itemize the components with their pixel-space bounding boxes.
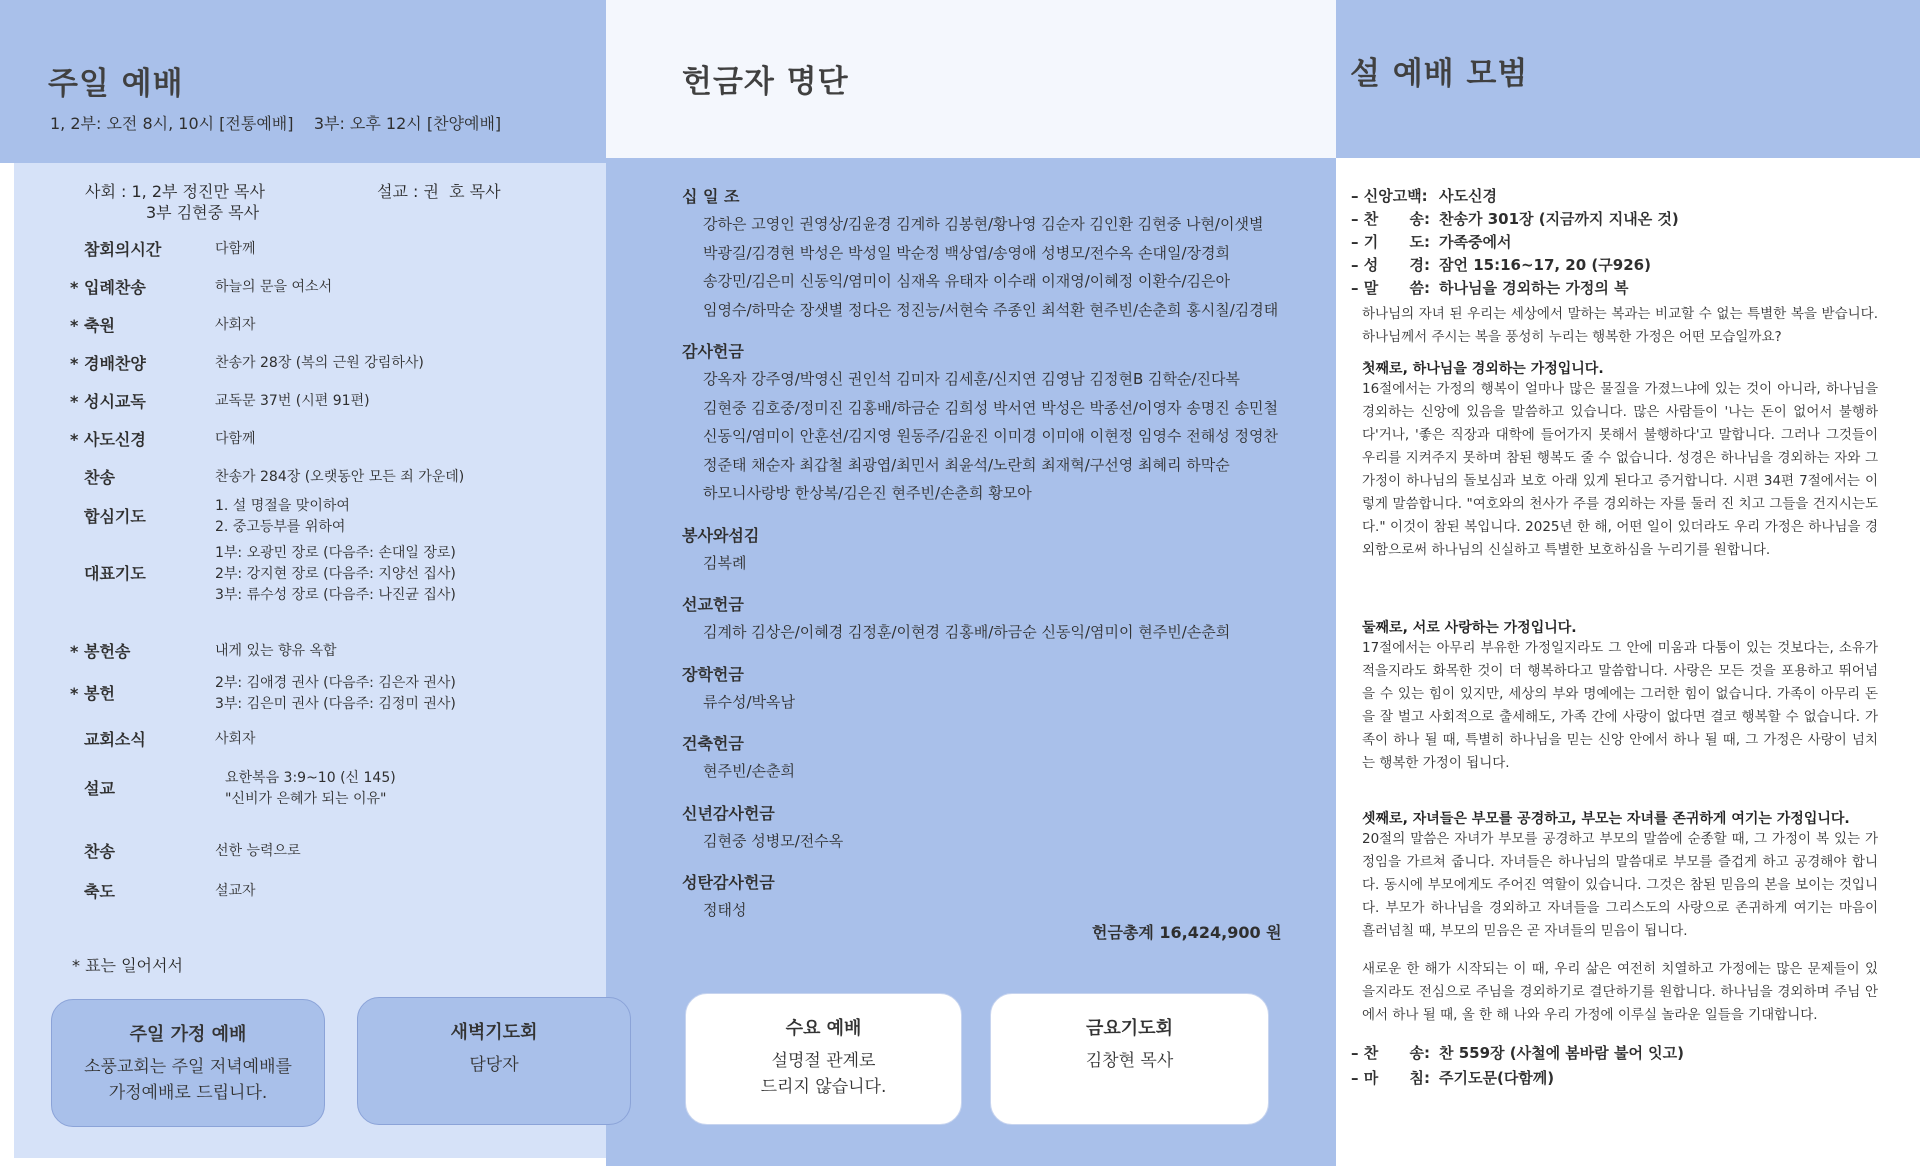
donor-category: 감사헌금 [682, 342, 744, 361]
order-item-value-line: 사회자 [215, 317, 256, 333]
point-3-text: 20절의 말씀은 자녀가 부모를 공경하고 부모의 말씀에 순종할 때, 그 가정이 복 있는 가정임을 가르쳐 줍니다. 자녀들은 하나님의 말씀대로 부모를 즐겁게 하고 공경해야 합니다. 동시에 부모에게도 주어진 역할이 있습니다. 그것은 참된 믿음의 본을 보이는 것입니다. 부모가 하나님을 경외하고 자녀들을 그리스도의 사랑으로 존귀하게 여기는 마음이 흘러넘칠 때, 부모의 믿음은 곧 자녀들의 믿음이 됩니다. [1362, 831, 1878, 939]
order-item-label [70, 504, 146, 527]
guide-item-key: – 신앙고백: [1351, 187, 1428, 205]
wednesday-service-box [685, 993, 962, 1125]
guide-item-value: 하나님을 경외하는 가정의 복 [1439, 279, 1629, 297]
order-item-value [215, 641, 337, 662]
donor-category: 건축헌금 [682, 734, 744, 753]
order-item-label [70, 313, 115, 336]
order-item-label-text: 사도신경 [84, 430, 146, 449]
new-year-service-title: 설 예배 모범 [1350, 56, 1529, 92]
order-item-value-line: 3부: 류수성 장로 (다음주: 나진균 집사) [215, 587, 456, 603]
order-item-label [70, 427, 146, 450]
order-item-value [215, 881, 256, 902]
order-item-value-line: 다함께 [215, 431, 256, 447]
order-item-label-text: 봉헌 [84, 684, 115, 703]
order-item-value-line: 1. 설 명절을 맞이하여 [215, 498, 350, 514]
order-item-label-text: 찬송 [84, 468, 115, 487]
donor-category: 성탄감사헌금 [682, 873, 775, 892]
standing-mark: * [70, 684, 79, 703]
donor-names: 김복례 [703, 553, 747, 572]
presider-line-1: 사회 : 1, 2부 정진만 목사 [85, 182, 265, 201]
wednesday-service-title: 수요 예배 [785, 1018, 862, 1039]
donor-names: 하모니사랑방 한상복/김은진 현주빈/손춘희 황모아 [703, 484, 1032, 502]
order-item-label-text: 입례찬송 [84, 278, 146, 297]
order-item-label [70, 465, 115, 488]
order-item-label [70, 561, 146, 584]
order-item-label [70, 839, 115, 862]
order-item-label-text: 참회의시간 [84, 240, 162, 259]
order-item-label-text: 축원 [84, 316, 115, 335]
order-item-label [70, 776, 115, 799]
standing-mark: * [70, 642, 79, 661]
order-item-label [70, 237, 161, 260]
order-item-value-line: 1부: 오광민 장로 (다음주: 손대일 장로) [215, 545, 456, 561]
order-item-value [215, 239, 256, 260]
order-item-value-line: 3부: 김은미 권사 (다음주: 김정미 권사) [215, 696, 456, 712]
point-1-heading: 첫째로, 하나님을 경외하는 가정입니다. [1362, 361, 1604, 377]
guide-item-key: – 말 씀: [1351, 279, 1431, 297]
guide-item-key: – 기 도: [1351, 233, 1431, 251]
guide-item [1351, 185, 1497, 206]
order-item-label [70, 275, 146, 298]
order-item-label [70, 639, 130, 662]
order-item-value [215, 496, 350, 538]
devotion-intro: 하나님의 자녀 된 우리는 세상에서 말하는 복과는 비교할 수 없는 특별한 복을 받습니다. 하나님께서 주시는 복을 풍성히 누리는 행복한 가정은 어떤 모습일까요? [1362, 306, 1878, 345]
order-item-label-text: 설교 [84, 779, 115, 798]
point-3-heading: 셋째로, 자녀들은 부모를 공경하고, 부모는 자녀를 존귀하게 여기는 가정입니다. [1362, 811, 1850, 827]
standing-mark: * [70, 316, 79, 335]
guide-item [1351, 277, 1629, 298]
order-item-value-line: "신비가 은혜가 되는 이유" [225, 791, 387, 807]
order-item-value [215, 673, 456, 715]
sunday-service-title: 주일 예배 [48, 66, 184, 102]
home-worship-title: 주일 가정 예배 [129, 1024, 247, 1045]
order-item-label-text: 봉헌송 [84, 642, 131, 661]
guide-item [1351, 208, 1679, 229]
donor-names: 정준태 채순자 최갑철 최광엽/최민서 최윤석/노란희 최재혁/구선영 최혜리 하막순 [703, 455, 1230, 474]
point-2-heading: 둘째로, 서로 사랑하는 가정입니다. [1362, 620, 1577, 636]
order-item-value [215, 315, 256, 336]
order-item-value-line: 선한 능력으로 [215, 843, 301, 859]
order-item-label-text: 대표기도 [84, 564, 146, 583]
guide-item [1351, 254, 1651, 275]
order-item-label [70, 351, 146, 374]
donor-names: 김계하 김상은/이혜경 김정훈/이현경 김홍배/하금순 신동익/염미이 현주빈/손춘희 [703, 623, 1231, 641]
order-item-value-line: 다함께 [215, 241, 256, 257]
standing-mark: * [70, 354, 79, 373]
closing-item-value: 찬 559장 (사철에 봄바람 불어 잇고) [1439, 1044, 1685, 1062]
order-item-label [70, 681, 115, 704]
guide-item-value: 잠언 15:16~17, 20 (구926) [1439, 256, 1651, 274]
donor-names: 현주빈/손춘희 [703, 762, 795, 780]
order-item-value-line: 2부: 강지현 장로 (다음주: 지양선 집사) [215, 566, 456, 582]
closing-item [1351, 1067, 1554, 1088]
order-item-label [70, 389, 146, 412]
wednesday-service-line-2: 드리지 않습니다. [760, 1077, 887, 1097]
point-1-text: 16절에서는 가정의 행복이 얼마나 많은 물질을 가졌느냐에 있는 것이 아니라, 하나님을 경외하는 신앙에 있음을 말씀하고 있습니다. 많은 사람들이 '나는 돈이 없어서 불행하다'거나, '좋은 직장과 대학에 들어가지 못해서 불행하다'고 말합니다. 그러나 그것들이 우리를 지켜주지 못하며 참된 행복도 줄 수 없습니다. 성경은 하나님을 경외하는 자와 그 가정이 하나님의 돌보심과 보호 아래 있게 된다고 증거합니다. 시편 34편 7절에서는 이렇게 말씀합니다. "여호와의 천사가 주를 경외하는 자를 둘러 진 치고 그들을 건지시는도다." 이것이 참된 복입니다. 2025년 한 해, 어떤 일이 있더라도 우리 가정은 하나님을 경외함으로써 하나님의 신실하고 특별한 보호하심을 누리기를 원합니다. [1362, 381, 1878, 558]
standing-mark: * [70, 430, 79, 449]
order-item-label [70, 727, 146, 750]
donor-names: 강하은 고영인 권영상/김윤경 김계하 김봉현/황나영 김순자 김인환 김현중 나현/이샛별 [703, 215, 1264, 233]
donor-names: 김현중 성병모/전수옥 [703, 831, 844, 850]
sermon-preacher: 설교 : 권 호 목사 [377, 182, 501, 201]
order-item-value [215, 467, 464, 488]
order-item-label-text: 성시교독 [84, 392, 146, 411]
order-item-value-line: 2. 중고등부를 위하여 [215, 519, 346, 535]
guide-item-value: 찬송가 301장 (지금까지 지내온 것) [1439, 210, 1679, 228]
standing-mark: * [70, 392, 79, 411]
order-item-label-text: 경배찬양 [84, 354, 146, 373]
donor-category: 장학헌금 [682, 664, 744, 684]
order-item-value [215, 391, 370, 412]
dawn-prayer-box [357, 997, 631, 1125]
standing-mark: * [70, 278, 79, 297]
guide-item-value: 가족중에서 [1439, 233, 1512, 251]
order-item-value-line: 설교자 [215, 883, 256, 899]
guide-item [1351, 231, 1511, 252]
point-2-text: 17절에서는 아무리 부유한 가정일지라도 그 안에 미움과 다툼이 있는 것보다는, 소유가 적을지라도 화목한 것이 더 행복하다고 말씀합니다. 사랑은 모든 것을 포용하고 뛰어넘을 수 있는 힘이 있지만, 세상의 부와 명예에는 그러한 힘이 없습니다. 가족이 아무리 돈을 잘 벌고 사회적으로 출세해도, 가족 간에 사랑이 없다면 결코 행복할 수 없습니다. 가족이 하나 될 때, 특별히 하나님을 믿는 신앙 안에서 하나 될 때, 그 가정은 사랑이 넘치는 행복한 가정이 됩니다. [1362, 640, 1878, 771]
order-item-value [215, 729, 256, 750]
order-item-value-line: 찬송가 28장 (복의 근원 강림하사) [215, 355, 424, 371]
donor-names: 김현중 김호중/정미진 김홍배/하금순 김희성 박서연 박성은 박종선/이영자 송명진 송민철 [703, 398, 1278, 417]
order-item-value-line: 하늘의 문을 여소서 [215, 279, 333, 295]
dawn-prayer-text: 담당자 [469, 1055, 519, 1075]
closing-item-value: 주기도문(다함께) [1439, 1069, 1555, 1087]
offering-total: 헌금총계 16,424,900 원 [1092, 923, 1282, 942]
donor-names: 송강민/김은미 신동익/염미이 심재옥 유태자 이수래 이재영/이혜정 이환수/김은아 [703, 272, 1230, 290]
guide-item-key: – 찬 송: [1351, 210, 1431, 228]
service-schedule: 1, 2부: 오전 8시, 10시 [전통예배] 3부: 오후 12시 [찬양예배] [50, 114, 502, 133]
guide-item-key: – 성 경: [1351, 256, 1431, 274]
closing-item-key: – 찬 송: [1351, 1044, 1431, 1062]
friday-prayer-text: 김창현 목사 [1085, 1051, 1174, 1071]
closing-item-key: – 마 침: [1351, 1069, 1431, 1087]
donor-names: 신동익/염미이 안훈선/김지영 원동주/김윤진 이미경 이미애 이현정 임영수 전해성 정영찬 [703, 427, 1278, 445]
order-item-value-line: 사회자 [215, 731, 256, 747]
donor-category: 십 일 조 [682, 187, 740, 206]
donor-category: 봉사와섬김 [682, 525, 760, 545]
wednesday-service-text [686, 1048, 961, 1100]
order-item-value [215, 277, 332, 298]
home-worship-box [51, 999, 325, 1127]
order-item-label-text: 찬송 [84, 842, 115, 861]
order-item-value [215, 768, 396, 810]
wednesday-service-line-1: 설명절 관계로 [771, 1051, 876, 1071]
friday-prayer-box [990, 993, 1269, 1125]
donor-category: 선교헌금 [682, 595, 744, 614]
order-item-value-line: 찬송가 284장 (오랫동안 모든 죄 가운데) [215, 469, 465, 485]
order-item-value [215, 353, 424, 374]
donor-names: 류수성/박옥남 [703, 692, 795, 711]
dawn-prayer-title: 새벽기도회 [450, 1022, 538, 1043]
friday-prayer-title: 금요기도회 [1086, 1018, 1173, 1039]
order-item-value [215, 543, 456, 606]
donor-names: 박광길/김경현 박성은 박성일 박순정 백상엽/송영애 성병모/전수옥 손대일/장경희 [703, 243, 1230, 262]
home-worship-line-2: 가정예배로 드립니다. [108, 1083, 268, 1103]
order-item-label-text: 교회소식 [84, 730, 146, 749]
closing-paragraph: 새로운 한 해가 시작되는 이 때, 우리 삶은 여전히 치열하고 가정에는 많은 문제들이 있을지라도 전심으로 주님을 경외하기로 결단하기를 원합니다. 하나님을 경외하며 주님 안에서 하나 될 때, 올 한 해 나와 우리 가정에 이루실 놀라운 일들을 기대합니다. [1362, 961, 1878, 1023]
donor-category: 신년감사헌금 [682, 803, 775, 823]
standing-note: * 표는 일어서서 [72, 956, 183, 975]
order-item-value-line: 교독문 37번 (시편 91편) [215, 393, 370, 409]
donor-names: 임영수/하막순 장샛별 정다은 정진능/서현숙 주종인 최석환 현주빈/손춘희 홍시칠/김경태 [703, 300, 1279, 319]
order-item-value-line: 내게 있는 향유 옥합 [215, 643, 337, 659]
home-worship-line-1: 소풍교회는 주일 저녁예배를 [84, 1057, 292, 1077]
order-item-label-text: 축도 [84, 882, 115, 901]
donor-names: 정태성 [703, 901, 747, 919]
home-worship-text [52, 1054, 324, 1106]
closing-item [1351, 1042, 1684, 1063]
order-item-value [215, 429, 256, 450]
order-item-label-text: 합심기도 [84, 507, 146, 526]
order-item-value-line: 요한복음 3:9~10 (신 145) [225, 770, 396, 786]
presider-line-2: 3부 김현중 목사 [146, 203, 260, 222]
order-item-value-line: 2부: 김애경 권사 (다음주: 김은자 권사) [215, 675, 456, 691]
guide-item-value: 사도신경 [1439, 187, 1497, 205]
order-item-label [70, 879, 115, 902]
donor-list-title: 헌금자 명단 [682, 64, 849, 100]
donor-names: 강옥자 강주영/박영신 권인석 김미자 김세훈/신지연 김영남 김정현B 김학순/진다복 [703, 370, 1241, 388]
order-item-value [215, 841, 301, 862]
